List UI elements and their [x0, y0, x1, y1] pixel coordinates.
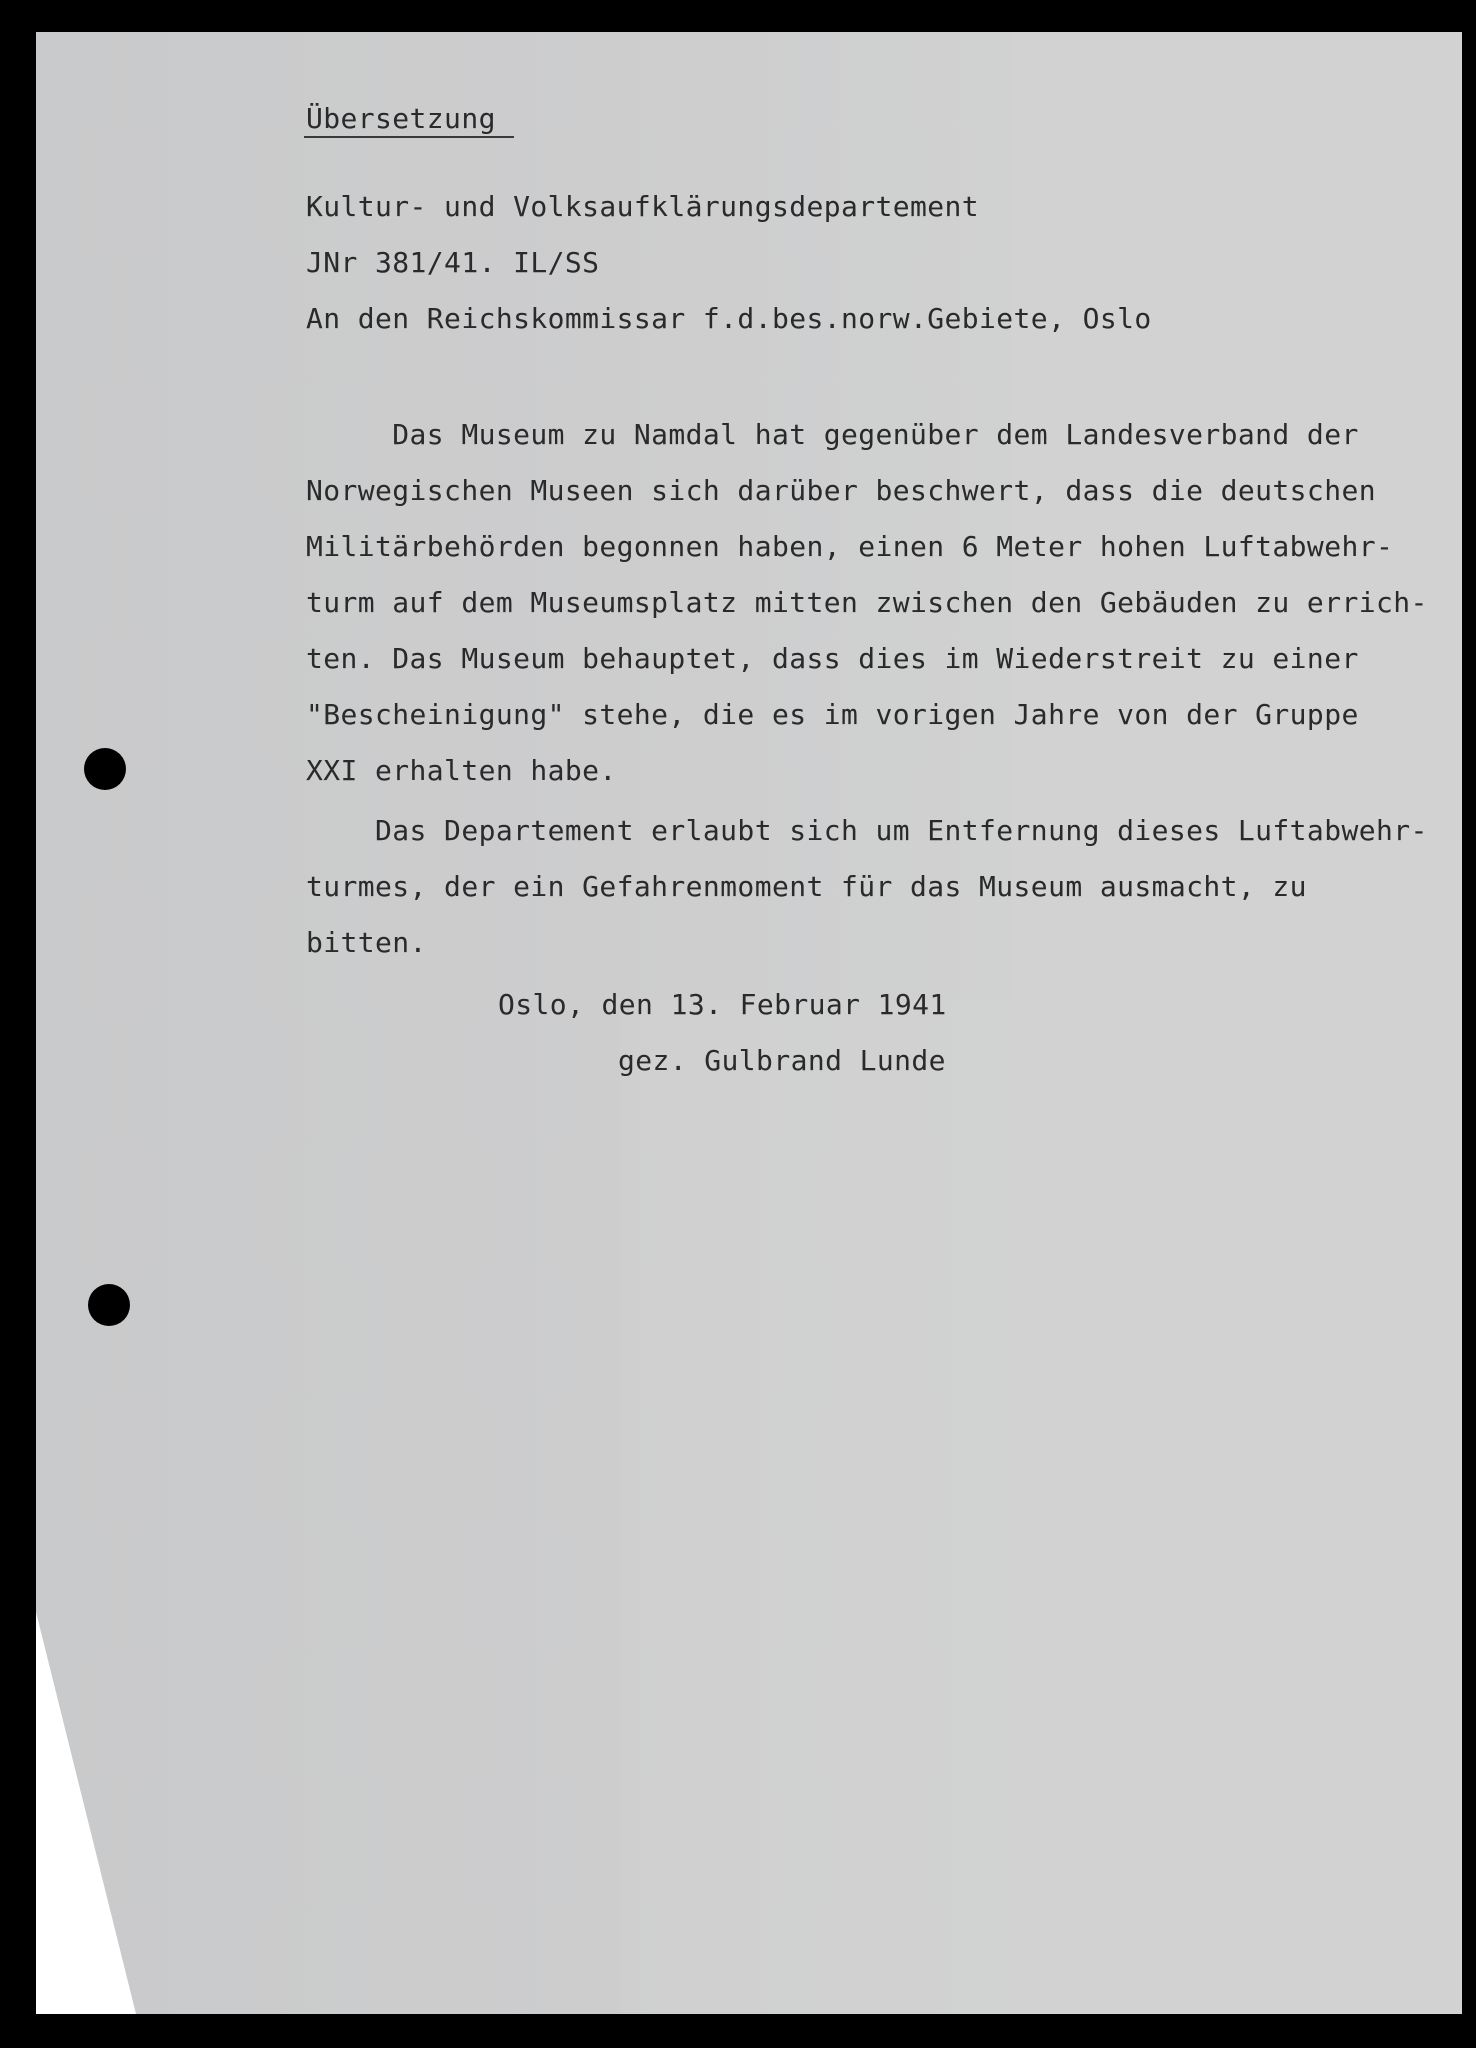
body-line: Norwegischen Museen sich darüber beschwert, dass die deutschen — [306, 474, 1376, 507]
body-line: turm auf dem Museumsplatz mitten zwischen den Gebäuden zu errich- — [306, 586, 1428, 619]
paper-overlay-lower — [620, 1000, 1462, 2014]
body-line: Militärbehörden begonnen haben, einen 6 Meter hohen Luftabwehr- — [306, 530, 1394, 563]
body-line: Das Departement erlaubt sich um Entfernung dieses Luftabwehr- — [306, 814, 1428, 847]
punch-hole-upper — [84, 748, 126, 790]
punch-hole-lower — [88, 1284, 130, 1326]
recipient-line: An den Reichskommissar f.d.bes.norw.Gebiete, Oslo — [306, 302, 1152, 335]
body-line: Das Museum zu Namdal hat gegenüber dem Landesverband der — [306, 418, 1359, 451]
body-line: turmes, der ein Gefahrenmoment für das Museum ausmacht, zu — [306, 870, 1307, 903]
body-line: "Bescheinigung" stehe, die es im vorigen Jahre von der Gruppe — [306, 698, 1359, 731]
body-line: bitten. — [306, 926, 427, 959]
folded-corner — [36, 1612, 136, 2014]
reference-line: JNr 381/41. IL/SS — [306, 246, 600, 279]
sender-line: Kultur- und Volksaufklärungsdepartement — [306, 190, 980, 223]
place-date-line: Oslo, den 13. Februar 1941 — [498, 988, 947, 1021]
body-line: XXI erhalten habe. — [306, 754, 617, 787]
heading-underline — [304, 136, 514, 138]
document-heading: Übersetzung — [306, 102, 496, 135]
signature-line: gez. Gulbrand Lunde — [618, 1044, 946, 1077]
body-line: ten. Das Museum behauptet, dass dies im Wiederstreit zu einer — [306, 642, 1359, 675]
